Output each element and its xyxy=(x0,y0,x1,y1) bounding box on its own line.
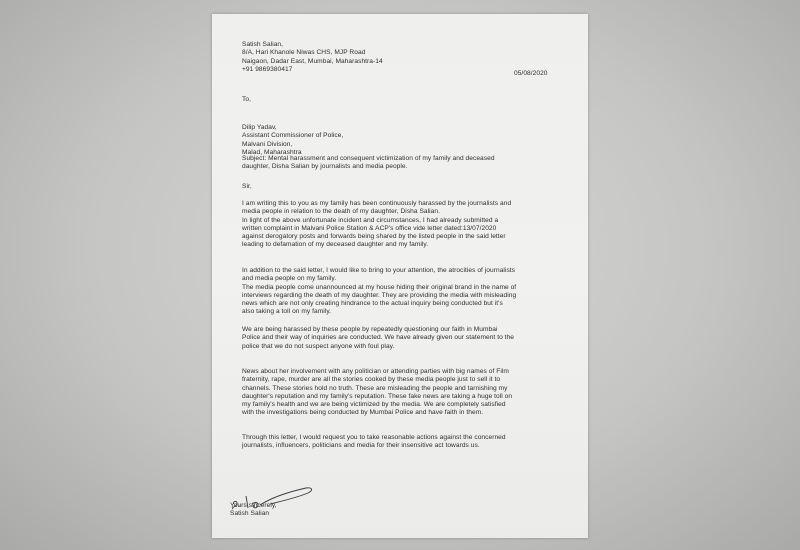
recipient-location: Malad, Maharashtra xyxy=(242,148,302,156)
paragraph-line: with the investigations being conducted by Mumbai Police and have faith in them. xyxy=(242,409,484,417)
closing-line: Yours sincerely, xyxy=(230,502,277,509)
signatory-name: Satish Salian xyxy=(230,510,270,518)
to-label: To, xyxy=(242,96,251,103)
sender-block xyxy=(242,41,383,74)
recipient-block xyxy=(242,124,343,157)
paragraph-line: fraternity, rape, murder are all the stories cooked by these media people just to sell it to xyxy=(242,376,501,384)
closing-block xyxy=(230,502,277,519)
sender-address-line2: Naigaon, Dadar East, Mumbai, Maharashtra-14 xyxy=(242,57,383,65)
paragraph-line: In light of the above unfortunate incident and circumstances, I had already submitted a xyxy=(242,216,499,224)
paragraph-5 xyxy=(242,434,506,451)
sender-name: Satish Salian, xyxy=(242,41,284,48)
paragraph-line: Through this letter, I would request you to take reasonable actions against the concerned xyxy=(242,434,506,441)
paragraph-line: news which are not only creating hindrance to the actual inquiry being conducted but it's xyxy=(242,300,503,308)
subject-line-2: daughter, Disha Salian by journalists and media people. xyxy=(242,163,408,171)
sender-phone: +91 9869380417 xyxy=(242,65,293,73)
paragraph-1 xyxy=(242,200,511,250)
salutation: Sir, xyxy=(242,183,252,190)
sender-address-line1: 8/A, Hari Khanole Niwas CHS, MJP Road xyxy=(242,49,366,57)
paragraph-line: In addition to the said letter, I would like to bring to your attention, the atrocities of journalists xyxy=(242,267,516,274)
recipient-name: Dilip Yadav, xyxy=(242,124,277,131)
paragraph-line: I am writing this to you as my family has been continuously harassed by the journalists and xyxy=(242,200,512,207)
paragraph-line: channels. These stories hold no truth. These are misleading the people and tarnishing my xyxy=(242,384,508,392)
subject-line-1: Subject: Mental harassment and consequent victimization of my family and deceased xyxy=(242,155,495,162)
letter-sheet xyxy=(212,14,588,538)
paragraph-line: The media people come unannounced at my house hiding their original brand in the name of xyxy=(242,283,517,291)
paragraph-line: written complaint in Malvani Police Station & ACP's office vide letter dated:13/07/2020 xyxy=(242,224,497,232)
letter-date: 05/08/2020 xyxy=(514,70,548,77)
paragraph-line: also taking a toll on my family. xyxy=(242,308,332,316)
paragraph-line: leading to defamation of my deceased daughter and my family. xyxy=(242,241,429,249)
paragraph-line: against derogatory posts and forwards being shared by the listed people in the said letter xyxy=(242,233,506,241)
paragraph-line: police that we do not suspect anyone with foul play. xyxy=(242,342,395,350)
paragraph-line: journalists, influencers, politicians and media for their insensitive act towards us. xyxy=(242,442,480,450)
paragraph-line: daughter's reputation and my family's reputation. These fake news are taking a huge toll on xyxy=(242,392,513,400)
paragraph-line: We are being harassed by these people by repeatedly questioning our faith in Mumbai xyxy=(242,326,498,333)
paragraph-line: and media people on my family. xyxy=(242,275,337,283)
paragraph-line: media people in relation to the death of my daughter, Disha Salian. xyxy=(242,208,440,216)
paragraph-line: my family's health and we are being victimized by the media. We are completely satisfied xyxy=(242,401,506,409)
recipient-division: Malvani Division, xyxy=(242,140,293,148)
paragraph-2 xyxy=(242,267,516,317)
recipient-title: Assistant Commissioner of Police, xyxy=(242,132,344,140)
paragraph-line: interviews regarding the death of my daughter. They are providing the media with misleading xyxy=(242,291,517,299)
paragraph-line: News about her involvement with any politician or attending parties with big names of Film xyxy=(242,368,509,375)
paragraph-4 xyxy=(242,368,512,418)
subject-line xyxy=(242,155,495,172)
paragraph-3 xyxy=(242,326,514,351)
paragraph-line: Police and their way of inquiries are conducted. We have already given our statement to the xyxy=(242,334,514,342)
